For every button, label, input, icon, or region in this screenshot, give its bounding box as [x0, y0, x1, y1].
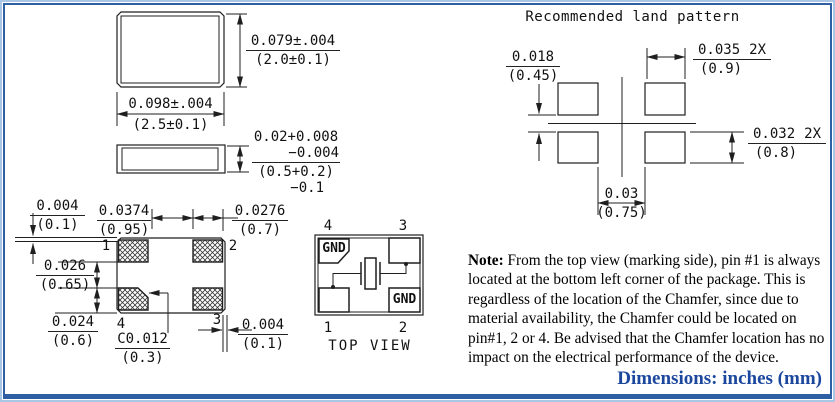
- dim-pad-height-mm: (0.6): [51, 333, 95, 349]
- dim-edge-gap-right: [238, 317, 288, 352]
- dim-thickness-inch-plus: 0.02+0.008: [253, 129, 339, 145]
- note-label: Note:: [468, 252, 504, 269]
- pad-2: [193, 240, 223, 262]
- land-pad-bottom-right: [645, 132, 685, 163]
- dim-package-height-inch: 0.079±.004: [246, 33, 340, 51]
- pad-4-chamfered: [119, 288, 149, 310]
- dim-lp-pad-height-mm: (0.8): [754, 145, 798, 161]
- dim-pad-width: [232, 203, 288, 238]
- pad-3: [193, 288, 223, 310]
- dim-lp-pad-width-inch: 0.035: [697, 42, 741, 58]
- units-note: Dimensions: inches (mm): [617, 368, 822, 389]
- dim-thickness-inch-minus: −0.004: [288, 145, 339, 161]
- bottom-view-pin-2: 2: [228, 238, 238, 254]
- dim-edge-gap-top: [30, 198, 85, 233]
- note-line-2: located at the bottom left corner of the package. This is: [468, 271, 806, 289]
- dim-thickness-mm-plus: (0.5+0.2): [258, 164, 334, 180]
- pad-top-right: [389, 238, 420, 263]
- dim-package-width-inch: 0.098±.004: [128, 96, 213, 112]
- dim-pad-pitch: [97, 203, 151, 238]
- dim-lp-row-gap: [506, 49, 560, 84]
- gnd-label-top: GND: [322, 241, 346, 256]
- pad-bottom-left: [319, 288, 349, 312]
- dim-pad-gap: [36, 258, 94, 293]
- dim-pad-height: [48, 314, 98, 349]
- dim-chamfer-mm: (0.3): [121, 350, 164, 366]
- dim-edge-gap-top-mm: (0.1): [36, 217, 79, 233]
- dim-pad-width-mm: (0.7): [238, 222, 282, 238]
- dim-pad-gap-mm: (0.65): [39, 277, 91, 293]
- land-pattern-title: Recommended land pattern: [525, 9, 740, 25]
- dim-lp-pad-width-mm: (0.9): [699, 61, 743, 77]
- top-view-pin-4: 4: [323, 218, 333, 234]
- dim-package-thickness: [252, 129, 340, 196]
- land-pad-top-right: [645, 83, 685, 115]
- dim-lp-col-gap-mm: (0.75): [596, 205, 647, 221]
- top-view-pin-3: 3: [398, 218, 408, 234]
- dim-lp-pad-height-qty: 2X: [804, 126, 821, 142]
- dim-lp-pad-height-inch: 0.032: [752, 126, 796, 142]
- dim-package-width-mm: (2.5±0.1): [132, 117, 209, 133]
- bottom-view-pin-4: 4: [116, 316, 126, 332]
- land-pad-bottom-left: [558, 132, 598, 163]
- dim-package-height: [246, 33, 340, 68]
- bottom-view-pin-3: 3: [212, 312, 222, 328]
- land-pad-top-left: [558, 83, 598, 115]
- pad-1: [119, 240, 149, 262]
- dim-pad-width-inch: 0.0276: [232, 203, 288, 221]
- top-view-caption: TOP VIEW: [328, 338, 412, 354]
- dim-lp-pad-width-qty: 2X: [749, 42, 766, 58]
- dim-pad-pitch-inch: 0.0374: [98, 203, 150, 219]
- dim-lp-pad-width: [693, 42, 771, 77]
- dim-lp-row-gap-mm: (0.45): [507, 68, 559, 84]
- top-view-pin-2: 2: [398, 320, 408, 336]
- dim-lp-pad-height: [748, 126, 826, 161]
- note-line-5: pin#1, 2 or 4. Be advised that the Chamfer location has no: [468, 329, 825, 347]
- note-line-6: impact on the electrical performance of the device.: [468, 349, 779, 367]
- dim-lp-row-gap-inch: 0.018: [506, 49, 560, 67]
- note-block: [468, 251, 835, 367]
- dim-pad-pitch-mm: (0.95): [98, 222, 150, 238]
- gnd-label-bottom: GND: [392, 292, 417, 307]
- dim-edge-gap-right-mm: (0.1): [241, 336, 285, 352]
- dim-pad-height-inch: 0.024: [48, 314, 98, 332]
- dim-edge-gap-right-inch: 0.004: [238, 317, 288, 335]
- dim-pad-gap-inch: 0.026: [36, 258, 94, 276]
- note-line-1: From the top view (marking side), pin #1 is always: [507, 252, 821, 269]
- dim-edge-gap-top-inch: 0.004: [30, 198, 85, 216]
- dim-chamfer-inch: C0.012: [115, 331, 170, 349]
- dim-lp-col-gap-inch: 0.03: [604, 186, 639, 202]
- dim-thickness-mm-minus: −0.1: [290, 180, 324, 196]
- top-view-pin-1: 1: [323, 320, 333, 336]
- dim-chamfer: [115, 331, 170, 366]
- package-side-view: [117, 145, 249, 173]
- note-line-3: regardless of the location of the Chamfer, since due to: [468, 290, 799, 308]
- note-line-4: material availability, the Chamfer could be located on: [468, 310, 797, 328]
- dim-package-height-mm: (2.0±0.1): [255, 52, 331, 68]
- bottom-view-pin-1: 1: [101, 238, 111, 254]
